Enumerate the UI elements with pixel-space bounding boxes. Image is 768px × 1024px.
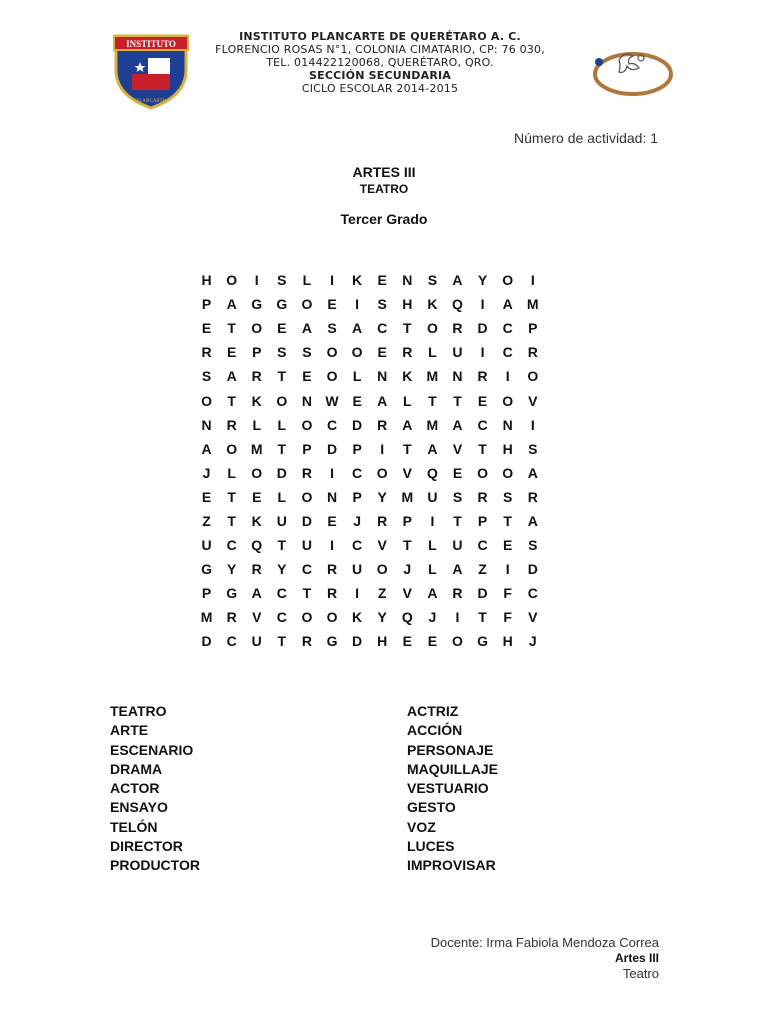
grid-letter: R — [326, 585, 338, 602]
word-item: DRAMA — [110, 760, 163, 777]
grid-letter: D — [326, 440, 338, 457]
grid-letter: N — [377, 368, 388, 385]
grid-letter: O — [301, 296, 313, 313]
grid-letter: D — [352, 633, 363, 650]
grid-letter: C — [502, 344, 513, 361]
grid-row — [194, 485, 545, 509]
grid-letter: T — [453, 512, 462, 529]
grid-letter: S — [377, 296, 387, 313]
word-list-left — [110, 702, 200, 876]
word-item: MAQUILLAJE — [407, 760, 498, 777]
grid-letter: R — [452, 585, 463, 602]
grid-letter: C — [301, 561, 312, 578]
grid-row — [194, 605, 545, 629]
grid-letter: V — [452, 440, 463, 457]
grid-letter: I — [254, 272, 259, 289]
topic-title: TEATRO — [359, 182, 409, 196]
secondary-section-logo — [585, 40, 675, 102]
grid-letter: H — [402, 296, 413, 313]
grid-letter: M — [200, 609, 213, 626]
grid-letter: E — [327, 512, 337, 529]
grid-letter: O — [376, 464, 388, 481]
grid-row — [194, 340, 545, 364]
activity-number: Número de actividad: 1 — [514, 130, 658, 146]
grid-letter: N — [326, 488, 338, 505]
grid-letter: U — [427, 488, 438, 505]
grid-letter: O — [502, 464, 514, 481]
word-item: PRODUCTOR — [110, 857, 200, 874]
grid-letter: A — [427, 440, 438, 457]
grid-letter: C — [276, 585, 287, 602]
grid-letter: C — [352, 537, 363, 554]
grid-letter: L — [277, 488, 287, 505]
grid-row — [194, 268, 545, 292]
grid-letter: K — [251, 512, 262, 529]
grid-row — [194, 388, 545, 412]
grid-letter: V — [252, 609, 262, 626]
word-item: DIRECTOR — [110, 838, 183, 855]
grid-letter: A — [226, 368, 237, 385]
grid-letter: C — [502, 320, 513, 337]
grid-letter: K — [251, 392, 262, 409]
grid-letter: E — [477, 392, 488, 409]
grid-letter: C — [477, 416, 488, 433]
word-item: ESCENARIO — [110, 741, 194, 758]
grid-letter: I — [330, 464, 334, 481]
grid-letter: Q — [401, 609, 413, 626]
grid-letter: L — [428, 344, 437, 361]
grid-letter: Q — [426, 464, 438, 481]
grid-letter: Q — [251, 537, 263, 554]
grid-letter: G — [326, 633, 338, 650]
grid-letter: A — [402, 416, 413, 433]
grid-letter: J — [202, 464, 211, 481]
grid-letter: R — [226, 416, 237, 433]
grid-letter: T — [227, 392, 236, 409]
grid-letter: P — [477, 512, 488, 529]
grid-letter: A — [427, 585, 438, 602]
grid-letter: E — [277, 320, 287, 337]
grid-letter: O — [251, 320, 263, 337]
word-item: ACTOR — [110, 780, 160, 797]
grid-letter: F — [503, 585, 512, 602]
grid-letter: S — [528, 537, 538, 554]
grid-letter: D — [276, 464, 287, 481]
grid-letter: Q — [452, 296, 463, 313]
grid-letter: T — [403, 537, 412, 554]
grid-letter: Z — [478, 561, 487, 578]
grid-letter: U — [201, 537, 212, 554]
grid-letter: I — [355, 296, 360, 313]
grid-letter: P — [252, 344, 262, 361]
school-year: CICLO ESCOLAR 2014-2015 — [301, 82, 459, 95]
grid-letter: T — [403, 320, 412, 337]
grid-letter: O — [326, 609, 338, 626]
grid-letter: V — [377, 537, 387, 554]
grid-letter: O — [276, 392, 288, 409]
grid-letter: R — [251, 368, 262, 385]
grid-letter: S — [277, 272, 287, 289]
grid-letter: J — [353, 512, 361, 529]
word-list-right — [407, 702, 498, 876]
footer-subject: Artes III — [614, 951, 659, 965]
grid-letter: T — [227, 488, 236, 505]
institute-shield-logo — [110, 30, 192, 110]
grid-letter: I — [530, 416, 535, 433]
grid-letter: I — [480, 344, 485, 361]
word-item: PERSONAJE — [407, 741, 494, 758]
grid-letter: C — [377, 320, 388, 337]
grid-letter: U — [251, 633, 262, 650]
grid-letter: H — [502, 440, 513, 457]
grid-letter: P — [402, 512, 412, 529]
grid-letter: D — [301, 512, 312, 529]
grid-letter: P — [201, 585, 212, 602]
grid-letter: A — [452, 272, 463, 289]
grid-letter: L — [352, 368, 362, 385]
grid-letter: I — [330, 537, 334, 554]
grid-letter: I — [530, 272, 535, 289]
grid-letter: O — [201, 392, 212, 409]
grid-letter: E — [503, 537, 513, 554]
grid-letter: M — [526, 296, 539, 313]
grid-letter: T — [478, 609, 487, 626]
grid-letter: T — [503, 512, 512, 529]
grid-letter: A — [201, 440, 212, 457]
grid-letter: P — [352, 440, 362, 457]
grid-letter: O — [351, 344, 363, 361]
grid-letter: E — [201, 488, 212, 505]
grid-letter: A — [377, 392, 388, 409]
grid-letter: A — [502, 296, 513, 313]
grid-letter: T — [227, 320, 236, 337]
grid-letter: G — [251, 296, 263, 313]
grid-letter: O — [477, 464, 489, 481]
word-item: LUCES — [407, 838, 455, 855]
grid-row — [194, 533, 545, 557]
grid-letter: O — [251, 464, 263, 481]
grid-letter: M — [426, 368, 439, 385]
grid-row — [194, 557, 545, 581]
grid-letter: R — [226, 609, 237, 626]
section-name: SECCIÓN SECUNDARIA — [308, 69, 452, 82]
teacher-name: Docente: Irma Fabiola Mendoza Correa — [430, 935, 659, 950]
grid-letter: H — [377, 633, 388, 650]
grid-letter: Z — [202, 512, 211, 529]
grid-letter: E — [201, 320, 212, 337]
grid-letter: C — [527, 585, 538, 602]
svg-text:INSTITUTO: INSTITUTO — [126, 39, 176, 49]
grid-letter: Y — [377, 488, 387, 505]
grid-letter: O — [326, 368, 338, 385]
grid-letter: R — [201, 344, 212, 361]
grid-letter: O — [301, 416, 313, 433]
grid-row — [194, 437, 545, 461]
grid-letter: T — [277, 633, 287, 650]
grid-letter: E — [252, 488, 262, 505]
grid-row — [194, 292, 545, 316]
grid-letter: I — [455, 609, 460, 626]
grid-letter: O — [226, 440, 238, 457]
grid-letter: E — [427, 633, 438, 650]
grid-letter: T — [302, 585, 312, 602]
grid-letter: Y — [277, 561, 287, 578]
grid-letter: W — [325, 392, 339, 409]
grid-letter: I — [355, 585, 360, 602]
grid-letter: T — [227, 512, 236, 529]
grid-letter: S — [201, 368, 212, 385]
grid-letter: P — [302, 440, 312, 457]
grid-letter: N — [452, 368, 463, 385]
grid-letter: K — [352, 609, 363, 626]
grid-letter: E — [377, 272, 387, 289]
grid-letter: V — [402, 464, 412, 481]
grid-letter: M — [250, 440, 263, 457]
grid-row — [194, 413, 545, 437]
grid-letter: R — [402, 344, 413, 361]
grid-letter: I — [505, 368, 510, 385]
grid-letter: D — [352, 416, 363, 433]
grid-letter: G — [226, 585, 238, 602]
grid-letter: G — [201, 561, 212, 578]
grid-letter: Y — [477, 272, 488, 289]
grid-letter: S — [327, 320, 337, 337]
grid-letter: M — [401, 488, 414, 505]
grid-letter: C — [352, 464, 363, 481]
grid-letter: N — [502, 416, 513, 433]
svg-text:PLANCARTE: PLANCARTE — [136, 99, 166, 104]
grid-letter: K — [427, 296, 438, 313]
grid-letter: L — [277, 416, 287, 433]
grid-letter: E — [302, 368, 312, 385]
grid-letter: S — [302, 344, 312, 361]
grid-letter: T — [277, 440, 287, 457]
word-item: TEATRO — [110, 703, 167, 719]
grid-letter: N — [201, 416, 212, 433]
subject-title: ARTES III — [352, 164, 416, 180]
grid-letter: R — [377, 512, 388, 529]
grid-letter: A — [452, 416, 463, 433]
grid-letter: S — [427, 272, 438, 289]
grid-letter: O — [502, 272, 514, 289]
grid-letter: S — [277, 344, 287, 361]
grid-letter: P — [352, 488, 362, 505]
grid-letter: E — [452, 464, 463, 481]
institution-address: FLORENCIO ROSAS N°1, COLONIA CIMATARIO, CP: 76 030, — [215, 43, 545, 56]
word-item: GESTO — [407, 799, 456, 816]
grid-letter: P — [528, 320, 538, 337]
grid-letter: C — [226, 537, 237, 554]
grid-letter: S — [452, 488, 463, 505]
word-item: VOZ — [407, 818, 436, 835]
grid-letter: C — [226, 633, 237, 650]
grid-letter: O — [527, 368, 539, 385]
grid-letter: U — [276, 512, 287, 529]
grid-letter: D — [477, 320, 488, 337]
grid-letter: S — [503, 488, 513, 505]
grid-row — [194, 364, 545, 388]
footer-topic: Teatro — [622, 966, 659, 981]
grid-letter: U — [352, 561, 363, 578]
grid-letter: A — [352, 320, 363, 337]
institution-header — [200, 30, 560, 95]
grid-letter: I — [330, 272, 334, 289]
grid-letter: L — [403, 392, 412, 409]
word-search-grid — [194, 268, 545, 654]
grid-letter: T — [277, 537, 287, 554]
grid-letter: T — [453, 392, 462, 409]
grid-letter: R — [301, 633, 312, 650]
word-item: ARTE — [110, 722, 149, 739]
grid-letter: J — [528, 633, 537, 650]
grid-letter: R — [527, 488, 538, 505]
word-item: ENSAYO — [110, 799, 168, 816]
grid-letter: O — [426, 320, 438, 337]
grid-letter: E — [402, 633, 412, 650]
grid-letter: O — [301, 609, 313, 626]
word-item: IMPROVISAR — [407, 857, 496, 874]
grid-letter: Z — [377, 585, 387, 602]
grid-letter: E — [352, 392, 362, 409]
grid-letter: I — [505, 561, 510, 578]
grid-letter: S — [528, 440, 538, 457]
grid-letter: E — [226, 344, 237, 361]
grid-letter: D — [201, 633, 212, 650]
grade-title: Tercer Grado — [340, 211, 428, 227]
grid-letter: J — [403, 561, 412, 578]
grid-letter: E — [327, 296, 337, 313]
word-item: ACCIÓN — [407, 722, 463, 739]
grid-letter: A — [301, 320, 312, 337]
grid-letter: G — [276, 296, 288, 313]
grid-letter: V — [402, 585, 412, 602]
grid-letter: R — [377, 416, 388, 433]
grid-letter: O — [376, 561, 388, 578]
grid-letter: E — [377, 344, 387, 361]
grid-letter: R — [251, 561, 262, 578]
word-item: TELÓN — [110, 818, 158, 835]
grid-letter: L — [428, 561, 437, 578]
grid-letter: N — [301, 392, 312, 409]
grid-letter: A — [251, 585, 262, 602]
grid-letter: H — [201, 272, 212, 289]
grid-row — [194, 509, 545, 533]
grid-row — [194, 581, 545, 605]
grid-letter: K — [352, 272, 363, 289]
word-item: VESTUARIO — [407, 780, 489, 797]
grid-letter: R — [527, 344, 538, 361]
grid-letter: T — [428, 392, 437, 409]
grid-letter: V — [528, 392, 538, 409]
grid-letter: L — [227, 464, 236, 481]
grid-letter: M — [426, 416, 439, 433]
grid-letter: R — [326, 561, 338, 578]
grid-letter: C — [326, 416, 338, 433]
grid-letter: I — [430, 512, 435, 529]
grid-letter: N — [402, 272, 413, 289]
grid-letter: R — [477, 488, 488, 505]
grid-row — [194, 316, 545, 340]
grid-letter: A — [527, 464, 538, 481]
grid-letter: O — [301, 488, 313, 505]
grid-letter: A — [452, 561, 463, 578]
grid-letter: O — [452, 633, 463, 650]
grid-letter: Y — [226, 561, 237, 578]
grid-row — [194, 629, 545, 653]
grid-letter: A — [527, 512, 538, 529]
grid-letter: L — [428, 537, 437, 554]
grid-letter: T — [478, 440, 487, 457]
grid-letter: R — [452, 320, 463, 337]
grid-letter: T — [403, 440, 412, 457]
institution-name: INSTITUTO PLANCARTE DE QUERÉTARO A. C. — [239, 30, 521, 43]
grid-letter: A — [226, 296, 237, 313]
grid-letter: F — [503, 609, 512, 626]
grid-letter: J — [428, 609, 437, 626]
grid-letter: D — [527, 561, 538, 578]
grid-letter: C — [276, 609, 287, 626]
grid-letter: T — [277, 368, 287, 385]
grid-letter: R — [301, 464, 312, 481]
grid-letter: O — [502, 392, 514, 409]
grid-letter: R — [477, 368, 488, 385]
grid-letter: O — [226, 272, 238, 289]
grid-letter: G — [477, 633, 489, 650]
grid-letter: L — [252, 416, 262, 433]
grid-letter: U — [301, 537, 312, 554]
institution-phone: TEL. 014422120068, QUERÉTARO, QRO. — [266, 56, 494, 69]
grid-letter: V — [528, 609, 538, 626]
grid-letter: L — [302, 272, 312, 289]
grid-letter: H — [502, 633, 513, 650]
word-item: ACTRIZ — [407, 703, 459, 719]
grid-letter: Y — [377, 609, 387, 626]
grid-letter: O — [326, 344, 338, 361]
grid-letter: D — [477, 585, 488, 602]
grid-letter: K — [402, 368, 413, 385]
grid-row — [194, 461, 545, 485]
grid-letter: C — [477, 537, 488, 554]
grid-letter: U — [452, 344, 463, 361]
grid-letter: I — [380, 440, 385, 457]
grid-letter: I — [480, 296, 485, 313]
grid-letter: U — [452, 537, 463, 554]
grid-letter: P — [201, 296, 212, 313]
